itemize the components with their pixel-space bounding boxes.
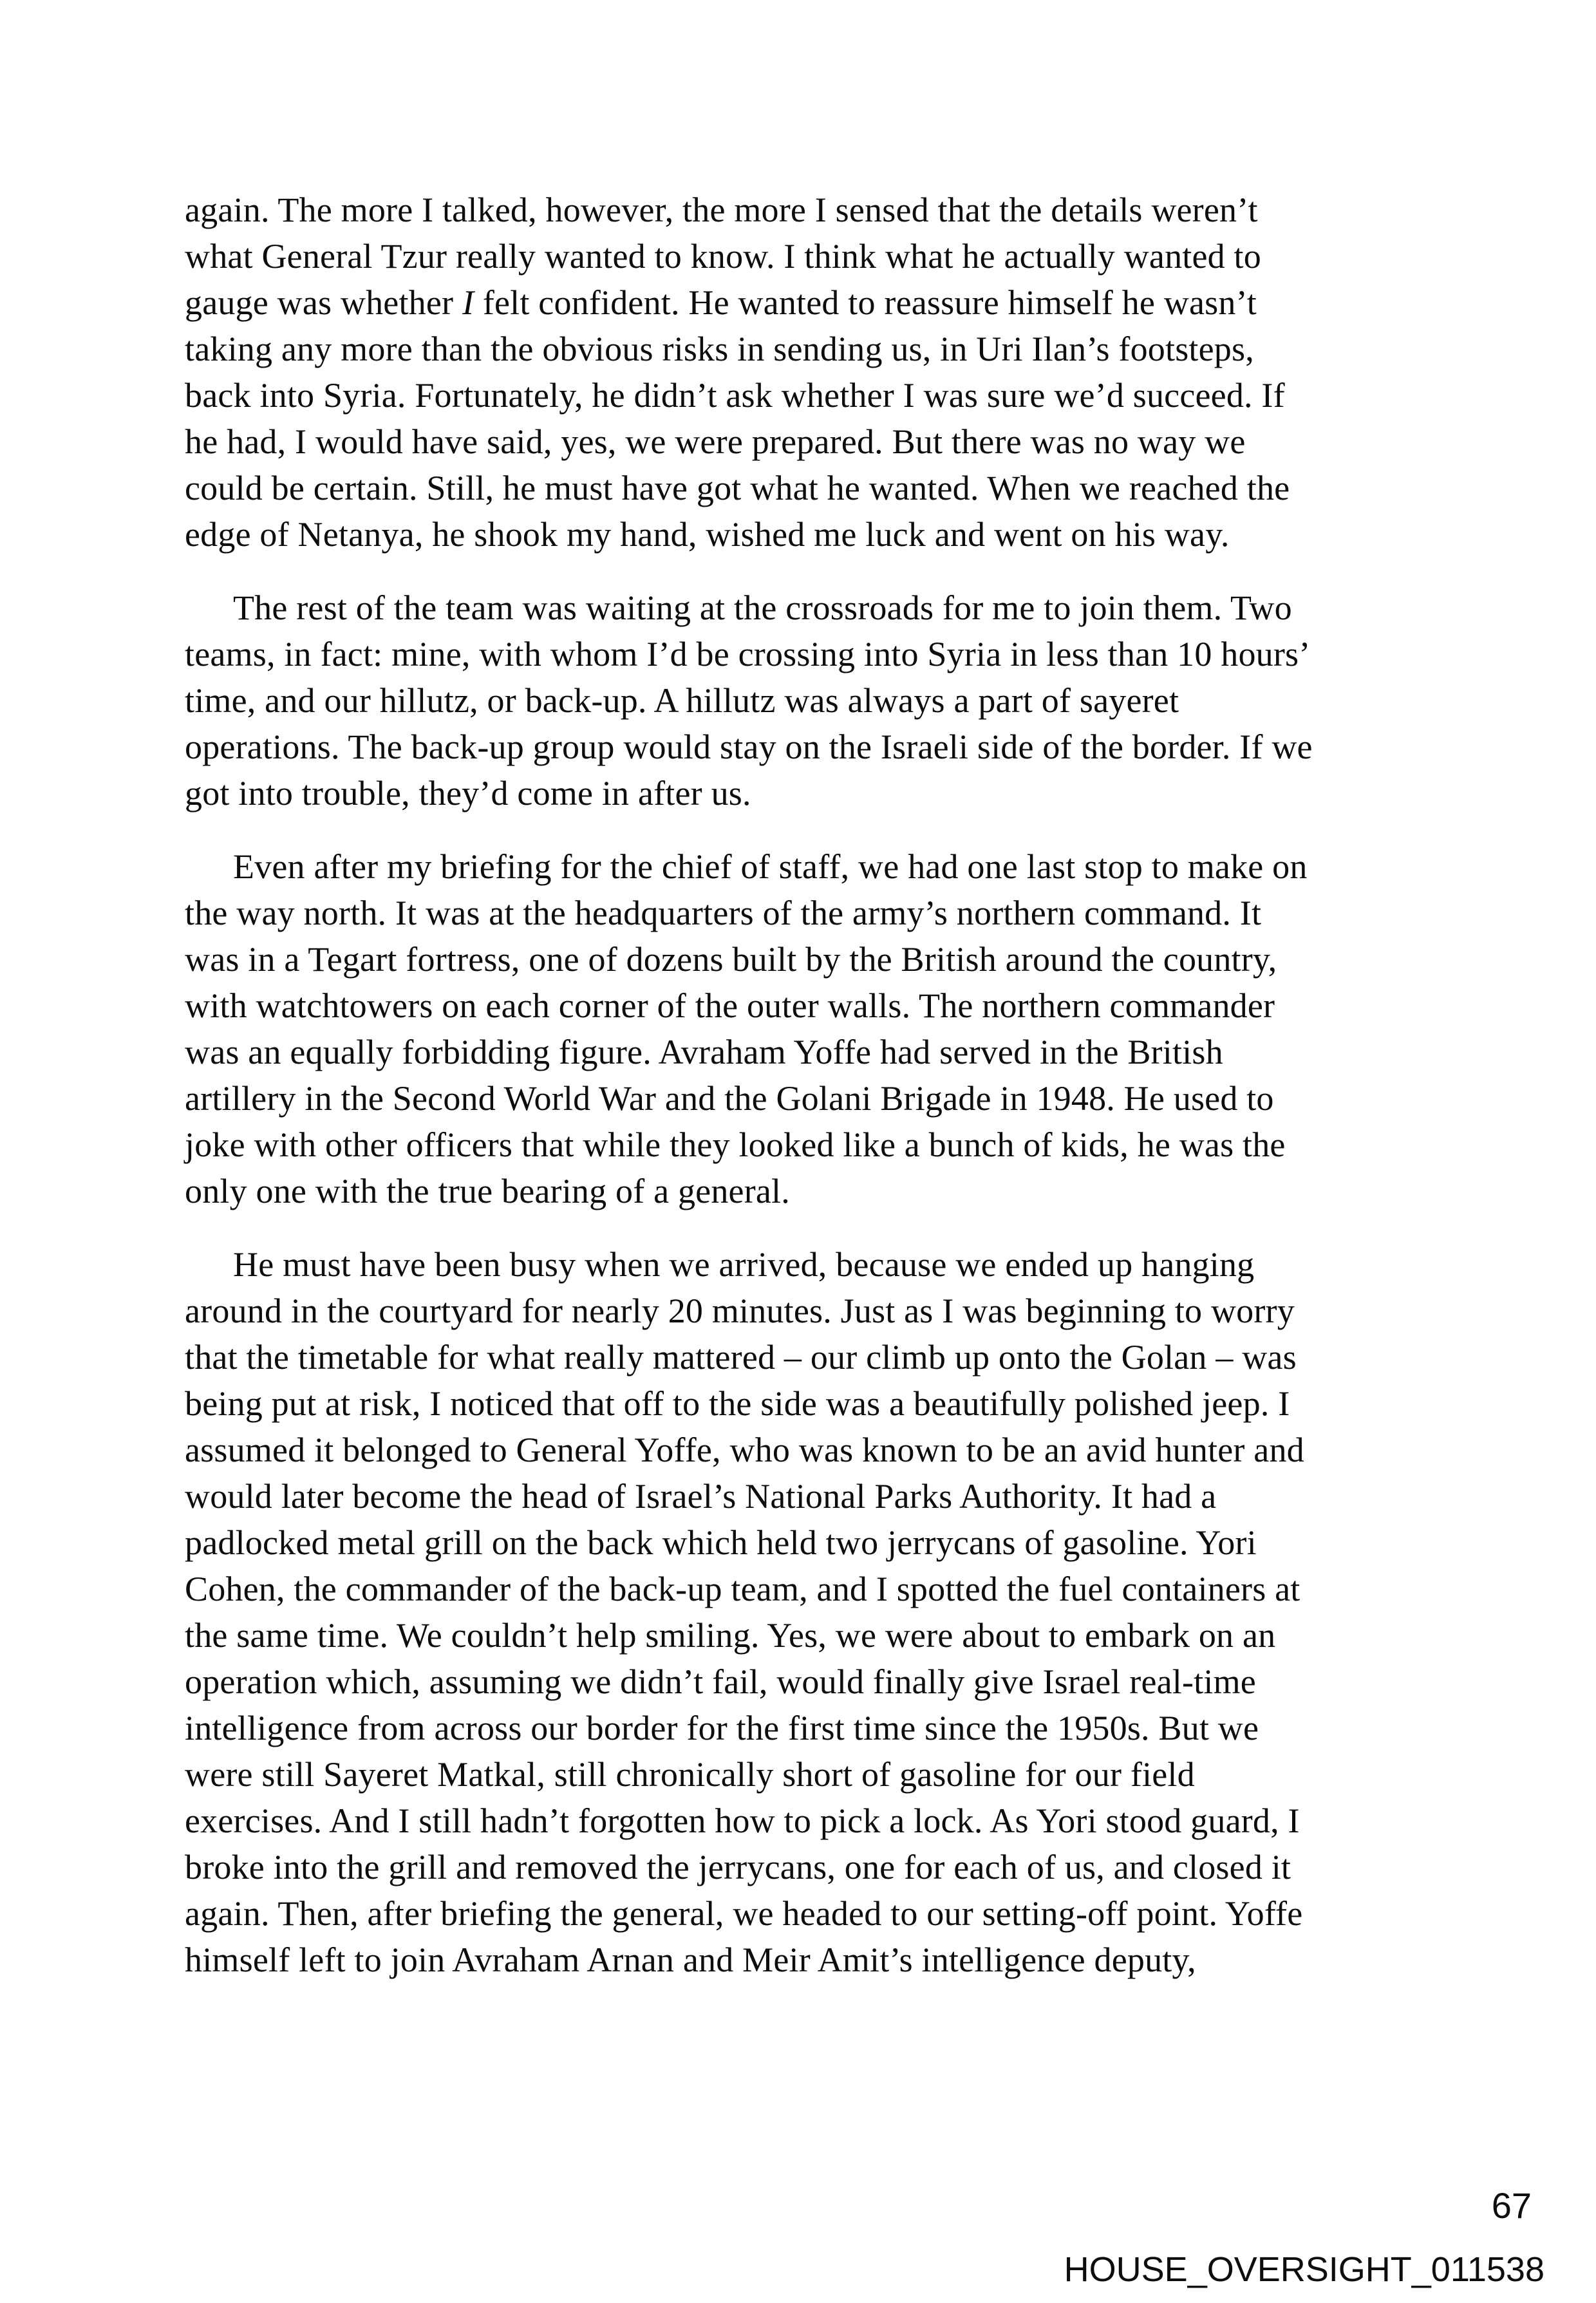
text-line: the way north. It was at the headquarters of the army’s northern command. It — [185, 894, 1262, 932]
text-line: Cohen, the commander of the back-up team, and I spotted the fuel containers at — [185, 1570, 1300, 1608]
text-segment: gauge was whether — [185, 283, 462, 322]
text-line: The rest of the team was waiting at the crossroads for me to join them. Two — [233, 588, 1292, 627]
paragraph — [185, 187, 1447, 558]
text-line: operations. The back-up group would stay on the Israeli side of the border. If we — [185, 728, 1313, 766]
text-line: operation which, assuming we didn’t fail, would finally give Israel real-time — [185, 1662, 1256, 1701]
text-line: was an equally forbidding figure. Avraham Yoffe had served in the British — [185, 1033, 1223, 1071]
text-line: artillery in the Second World War and the Golani Brigade in 1948. He used to — [185, 1079, 1274, 1118]
text-line: would later become the head of Israel’s National Parks Authority. It had a — [185, 1477, 1217, 1516]
page-number: 67 — [1491, 2185, 1532, 2226]
text-line: joke with other officers that while they looked like a bunch of kids, he was the — [185, 1125, 1286, 1164]
text-line: the same time. We couldn’t help smiling. Yes, we were about to embark on an — [185, 1616, 1276, 1655]
text-line: time, and our hillutz, or back-up. A hillutz was always a part of sayeret — [185, 681, 1179, 720]
text-line: he had, I would have said, yes, we were prepared. But there was no way we — [185, 422, 1246, 461]
text-line: teams, in fact: mine, with whom I’d be crossing into Syria in less than 10 hours’ — [185, 635, 1311, 673]
paragraph — [185, 843, 1447, 1214]
text-line: being put at risk, I noticed that off to the side was a beautifully polished jeep. I — [185, 1384, 1290, 1423]
text-line: again. Then, after briefing the general, we headed to our setting-off point. Yoffe — [185, 1894, 1303, 1933]
bates-stamp: HOUSE_OVERSIGHT_011538 — [1064, 2250, 1544, 2289]
text-line: padlocked metal grill on the back which held two jerrycans of gasoline. Yori — [185, 1523, 1257, 1562]
text-line: himself left to join Avraham Arnan and Meir Amit’s intelligence deputy, — [185, 1941, 1196, 1979]
text-line: were still Sayeret Matkal, still chronically short of gasoline for our field — [185, 1755, 1195, 1794]
text-line: broke into the grill and removed the jerrycans, one for each of us, and closed it — [185, 1848, 1291, 1886]
text-line: was in a Tegart fortress, one of dozens built by the British around the country, — [185, 940, 1277, 979]
body-text — [185, 187, 1447, 2010]
text-line: Even after my briefing for the chief of staff, we had one last stop to make on — [233, 847, 1308, 886]
text-line: only one with the true bearing of a general. — [185, 1172, 790, 1210]
text-segment: felt confident. He wanted to reassure himself he wasn’t — [474, 283, 1257, 322]
text-line: back into Syria. Fortunately, he didn’t ask whether I was sure we’d succeed. If — [185, 376, 1285, 415]
text-line: assumed it belonged to General Yoffe, who was known to be an avid hunter and — [185, 1431, 1304, 1469]
text-line: what General Tzur really wanted to know. I think what he actually wanted to — [185, 237, 1261, 276]
text-line: exercises. And I still hadn’t forgotten how to pick a lock. As Yori stood guard, I — [185, 1801, 1300, 1840]
text-line: around in the courtyard for nearly 20 minutes. Just as I was beginning to worry — [185, 1292, 1295, 1330]
text-line: that the timetable for what really mattered – our climb up onto the Golan – was — [185, 1338, 1297, 1377]
text-line: edge of Netanya, he shook my hand, wished me luck and went on his way. — [185, 515, 1230, 554]
text-line: with watchtowers on each corner of the outer walls. The northern commander — [185, 986, 1275, 1025]
italic-text: I — [462, 283, 474, 322]
text-line — [185, 279, 1447, 326]
paragraph — [185, 585, 1447, 816]
text-line: He must have been busy when we arrived, because we ended up hanging — [233, 1245, 1255, 1284]
text-line: taking any more than the obvious risks in sending us, in Uri Ilan’s footsteps, — [185, 330, 1254, 368]
text-line: could be certain. Still, he must have got what he wanted. When we reached the — [185, 469, 1290, 507]
text-line: again. The more I talked, however, the more I sensed that the details weren’t — [185, 191, 1258, 229]
text-line: intelligence from across our border for the first time since the 1950s. But we — [185, 1709, 1259, 1747]
text-line: got into trouble, they’d come in after us. — [185, 774, 751, 813]
paragraph — [185, 1241, 1447, 1983]
